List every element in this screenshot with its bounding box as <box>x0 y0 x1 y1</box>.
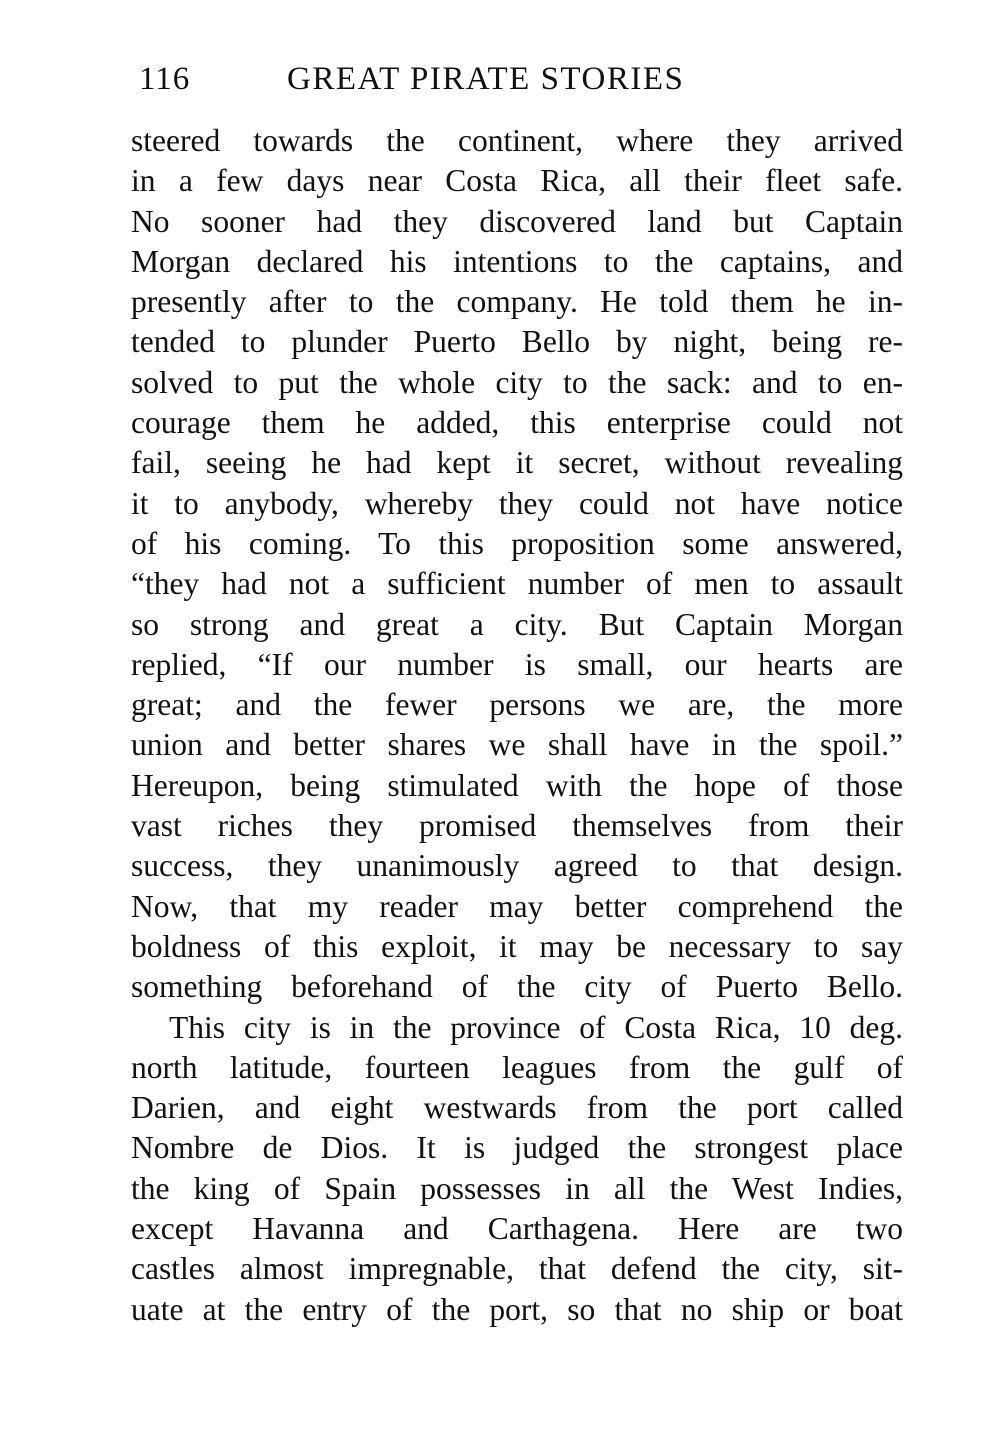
text-line: of his coming. To this proposition some answered, <box>131 525 903 561</box>
text-line: boldness of this exploit, it may be necessary to say <box>131 928 903 964</box>
text-line: success, they unanimously agreed to that design. <box>131 848 903 884</box>
text-line: fail, seeing he had kept it secret, without revealing <box>131 445 903 481</box>
text-line: solved to put the whole city to the sack: and to en- <box>131 364 903 400</box>
body-text <box>131 121 903 1330</box>
text-line: Morgan declared his intentions to the captains, and <box>131 243 903 279</box>
page-number: 116 <box>139 61 191 97</box>
text-line: union and better shares we shall have in the spoil.” <box>131 727 903 763</box>
text-line: Hereupon, being stimulated with the hope of those <box>131 767 903 803</box>
text-line: something beforehand of the city of Puerto Bello. <box>131 969 903 1005</box>
text-line: north latitude, fourteen leagues from the gulf of <box>131 1049 903 1085</box>
text-line: courage them he added, this enterprise could not <box>131 405 903 441</box>
text-line: castles almost impregnable, that defend the city, sit- <box>131 1251 903 1287</box>
text-line: No sooner had they discovered land but Captain <box>131 203 903 239</box>
text-line: the king of Spain possesses in all the West Indies, <box>131 1170 903 1206</box>
book-page <box>131 56 903 1330</box>
text-line: great; and the fewer persons we are, the more <box>131 687 903 723</box>
text-line: replied, “If our number is small, our hearts are <box>131 646 903 682</box>
text-line: tended to plunder Puerto Bello by night, being re- <box>131 324 903 360</box>
text-line: uate at the entry of the port, so that no ship or boat <box>131 1291 903 1327</box>
text-line: steered towards the continent, where they arrived <box>131 123 903 158</box>
text-line: in a few days near Costa Rica, all their fleet safe. <box>131 163 903 199</box>
text-line: except Havanna and Carthagena. Here are two <box>131 1211 903 1247</box>
text-line: Now, that my reader may better comprehend the <box>131 888 903 924</box>
book-title: GREAT PIRATE STORIES <box>287 61 685 97</box>
text-line: so strong and great a city. But Captain Morgan <box>131 606 903 642</box>
text-line: presently after to the company. He told them he in- <box>131 284 903 320</box>
text-line: Nombre de Dios. It is judged the strongest place <box>131 1130 903 1166</box>
text-line: it to anybody, whereby they could not have notice <box>131 485 903 521</box>
text-line: This city is in the province of Costa Rica, 10 deg. <box>169 1009 903 1045</box>
text-line: “they had not a sufficient number of men to assault <box>131 566 903 602</box>
text-line: vast riches they promised themselves from their <box>131 808 903 844</box>
running-head <box>131 56 903 102</box>
text-line: Darien, and eight westwards from the port called <box>131 1090 903 1126</box>
